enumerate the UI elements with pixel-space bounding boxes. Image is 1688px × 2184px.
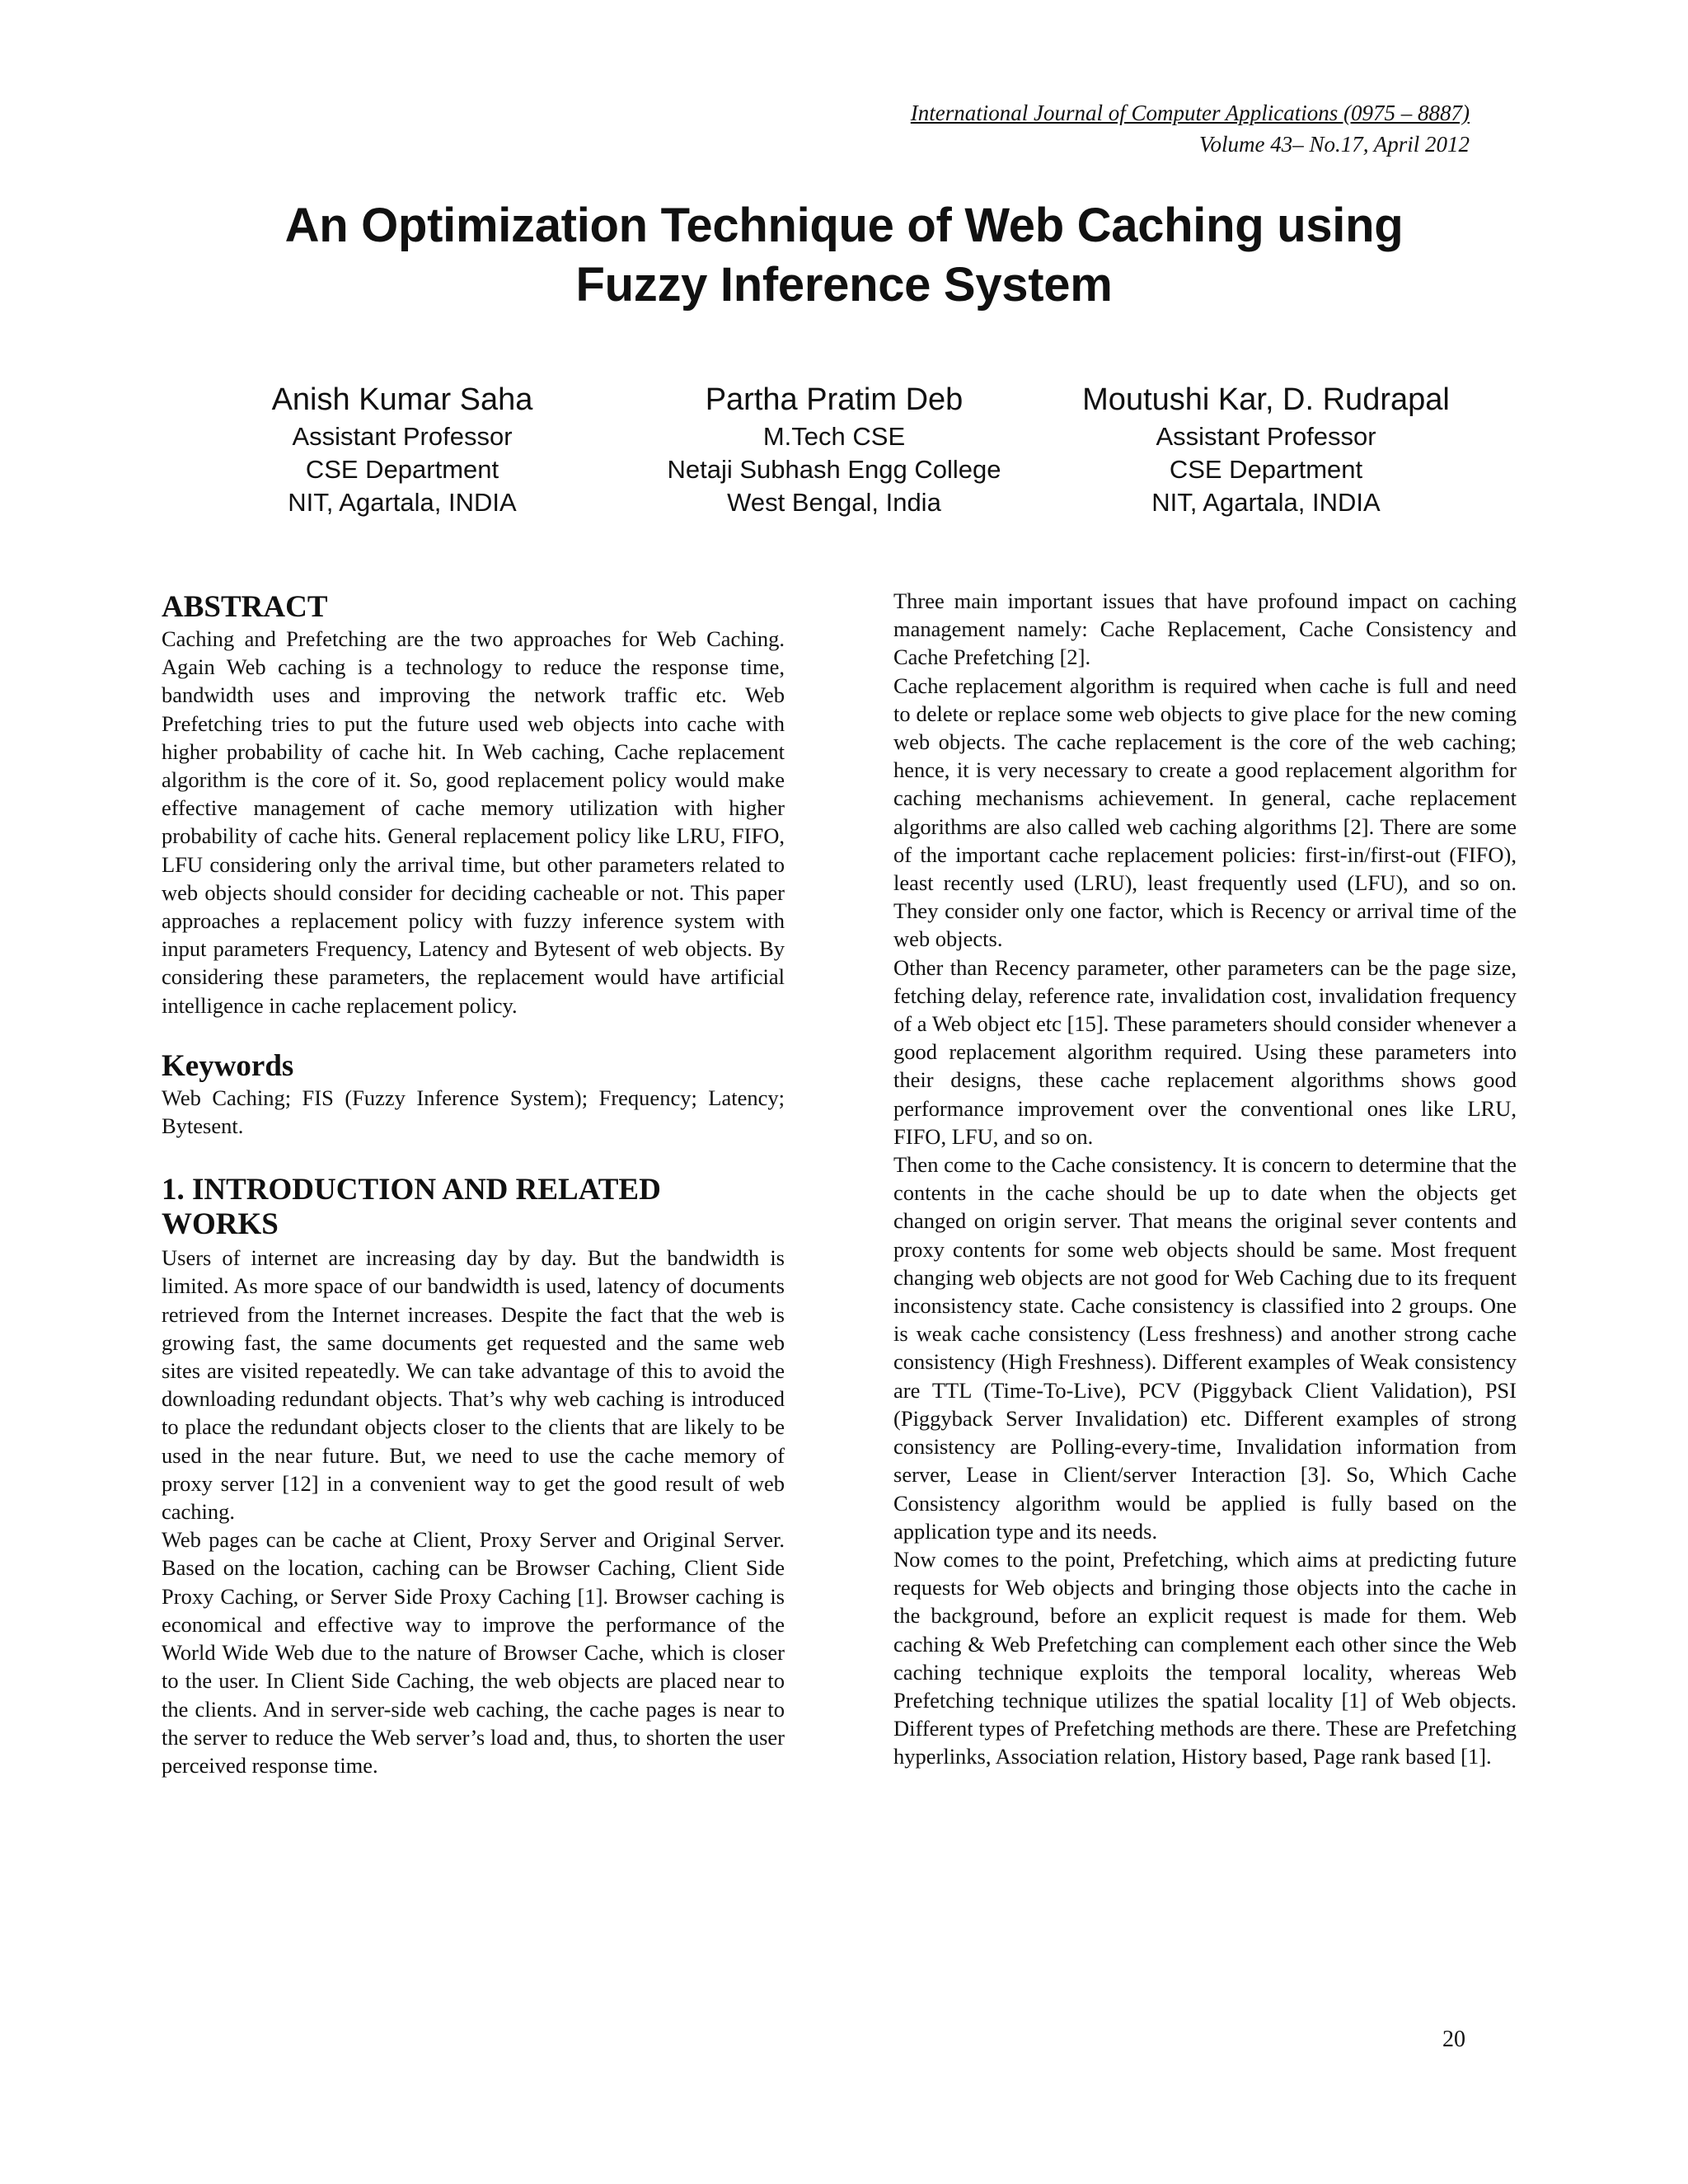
author-name: Anish Kumar Saha (271, 382, 533, 417)
author-2 (587, 381, 1081, 519)
abstract-text: Caching and Prefetching are the two approaches for Web Caching. Again Web caching is a technology to reduce the response time, bandwidth uses and improving the network traffic etc. Web Prefetching tries to put the future used web objects into cache with higher probability of cache hit. In Web caching, Cache replacement algorithm is the core of it. So, good replacement policy would make effective management of cache memory utilization with higher probability of cache hits. General replacement policy like LRU, FIFO, LFU considering only the arrival time, but other parameters related to web objects should consider for deciding cacheable or not. This paper approaches a replacement policy with fuzzy inference system with input parameters Frequency, Latency and Bytesent of web objects. By considering these parameters, the replacement would have artificial intelligence in cache replacement policy. (162, 626, 785, 1018)
body-paragraph: Three main important issues that have profound impact on caching management namely: Cache Replacement, Cache Consistency and Cache Prefetching [2]. (893, 588, 1517, 670)
journal-name: International Journal of Computer Applications (0975 – 8887) (910, 101, 1470, 125)
author-name: Partha Pratim Deb (705, 382, 964, 417)
body-paragraph: Now comes to the point, Prefetching, which aims at predicting future requests for Web objects and bringing those objects into the cache in the background, before an explicit request is made for them. Web caching & Web Prefetching can complement each other since the Web caching technique exploits the temporal locality, whereas Web Prefetching technique utilizes the spatial locality [1] of Web objects. Different types of Prefetching methods are there. These are Prefetching hyperlinks, Association relation, History based, Page rank based [1]. (893, 1546, 1517, 1769)
body-paragraph: Other than Recency parameter, other parameters can be the page size, fetching delay, reference rate, invalidation cost, invalidation frequency of a Web object etc [15]. These parameters should consider whenever a good replacement algorithm required. Using these parameters into their designs, these cache replacement algorithms shows good performance improvement over the conventional ones like LRU, FIFO, LFU, and so on. (893, 954, 1517, 1149)
author-block (0, 381, 1688, 529)
keywords-heading: Keywords (162, 1048, 294, 1083)
author-position: Assistant Professor (1156, 422, 1376, 451)
author-1 (155, 381, 649, 519)
page-number: 20 (1442, 2027, 1465, 2052)
keywords-text: Web Caching; FIS (Fuzzy Inference System); Frequency; Latency; Bytesent. (162, 1085, 785, 1139)
journal-volume: Volume 43– No.17, April 2012 (1198, 132, 1470, 157)
author-3 (1019, 381, 1513, 519)
body-paragraph: Cache replacement algorithm is required when cache is full and need to delete or replace some web objects to give place for the new coming web objects. The cache replacement is the core of the web caching; hence, it is very necessary to create a good replacement algorithm for caching mechanisms achievement. In general, cache replacement algorithms are also called web caching algorithms [2]. There are some of the important cache replacement policies: first-in/first-out (FIFO), least recently used (LRU), least frequently used (LFU), and so on. They consider only one factor, which is Recency or arrival time of the web objects. (893, 673, 1517, 952)
left-column (162, 587, 785, 1779)
intro-paragraph: Users of internet are increasing day by day. But the bandwidth is limited. As more space of our bandwidth is used, latency of documents retrieved from the Internet increases. Despite the fact that the web is growing fast, the same documents get requested and the same web sites are visited repeatedly. We can take advantage of this to avoid the downloading redundant objects. That’s why web caching is introduced to place the redundant objects closer to the clients that are likely to be used in the near future. But, we need to use the cache memory of proxy server [12] in a convenient way to get the good result of web caching. (162, 1245, 785, 1525)
author-position: Assistant Professor (292, 422, 513, 451)
author-department: CSE Department (305, 455, 499, 484)
abstract-heading: ABSTRACT (162, 590, 328, 624)
author-affiliation: West Bengal, India (727, 488, 941, 517)
author-department: CSE Department (1169, 455, 1363, 484)
right-column (893, 587, 1517, 1771)
author-name: Moutushi Kar, D. Rudrapal (1082, 382, 1450, 417)
paper-title (0, 196, 1688, 315)
author-affiliation: NIT, Agartala, INDIA (288, 488, 517, 517)
intro-paragraph: Web pages can be cache at Client, Proxy Server and Original Server. Based on the location, caching can be Browser Caching, Client Side Proxy Caching, or Server Side Proxy Caching [1]. Browser caching is economical and effective way to improve the performance of the World Wide Web due to the nature of Browser Cache, which is closer to the user. In Client Side Caching, the web objects are placed near to the clients. And in server-side web caching, the cache pages is near to the server to reduce the Web server’s load and, thus, to shorten the user perceived response time. (162, 1527, 785, 1778)
author-affiliation: NIT, Agartala, INDIA (1151, 488, 1381, 517)
body-paragraph: Then come to the Cache consistency. It is concern to determine that the contents in the cache should be up to date when the objects get changed on origin server. That means the original sever contents and proxy contents for some web objects should be same. Most frequent changing web objects are not good for Web Caching due to its frequent inconsistency state. Cache consistency is classified into 2 groups. One is weak cache consistency (Less freshness) and another strong cache consistency (High Freshness). Different examples of Weak consistency are TTL (Time-To-Live), PCV (Piggyback Client Validation), PSI (Piggyback Server Invalidation) etc. Different examples of strong consistency are Polling-every-time, Invalidation information from server, Lease in Client/server Interaction [3]. So, Which Cache Consistency algorithm would be applied is fully based on the application type and its needs. (893, 1152, 1517, 1544)
paper-title-line-1: An Optimization Technique of Web Caching using (284, 199, 1404, 252)
paper-title-line-2: Fuzzy Inference System (575, 258, 1113, 312)
introduction-heading: 1. INTRODUCTION AND RELATED WORKS (162, 1173, 661, 1242)
author-department: Netaji Subhash Engg College (667, 455, 1001, 484)
running-header (911, 97, 1470, 160)
author-position: M.Tech CSE (762, 422, 906, 451)
